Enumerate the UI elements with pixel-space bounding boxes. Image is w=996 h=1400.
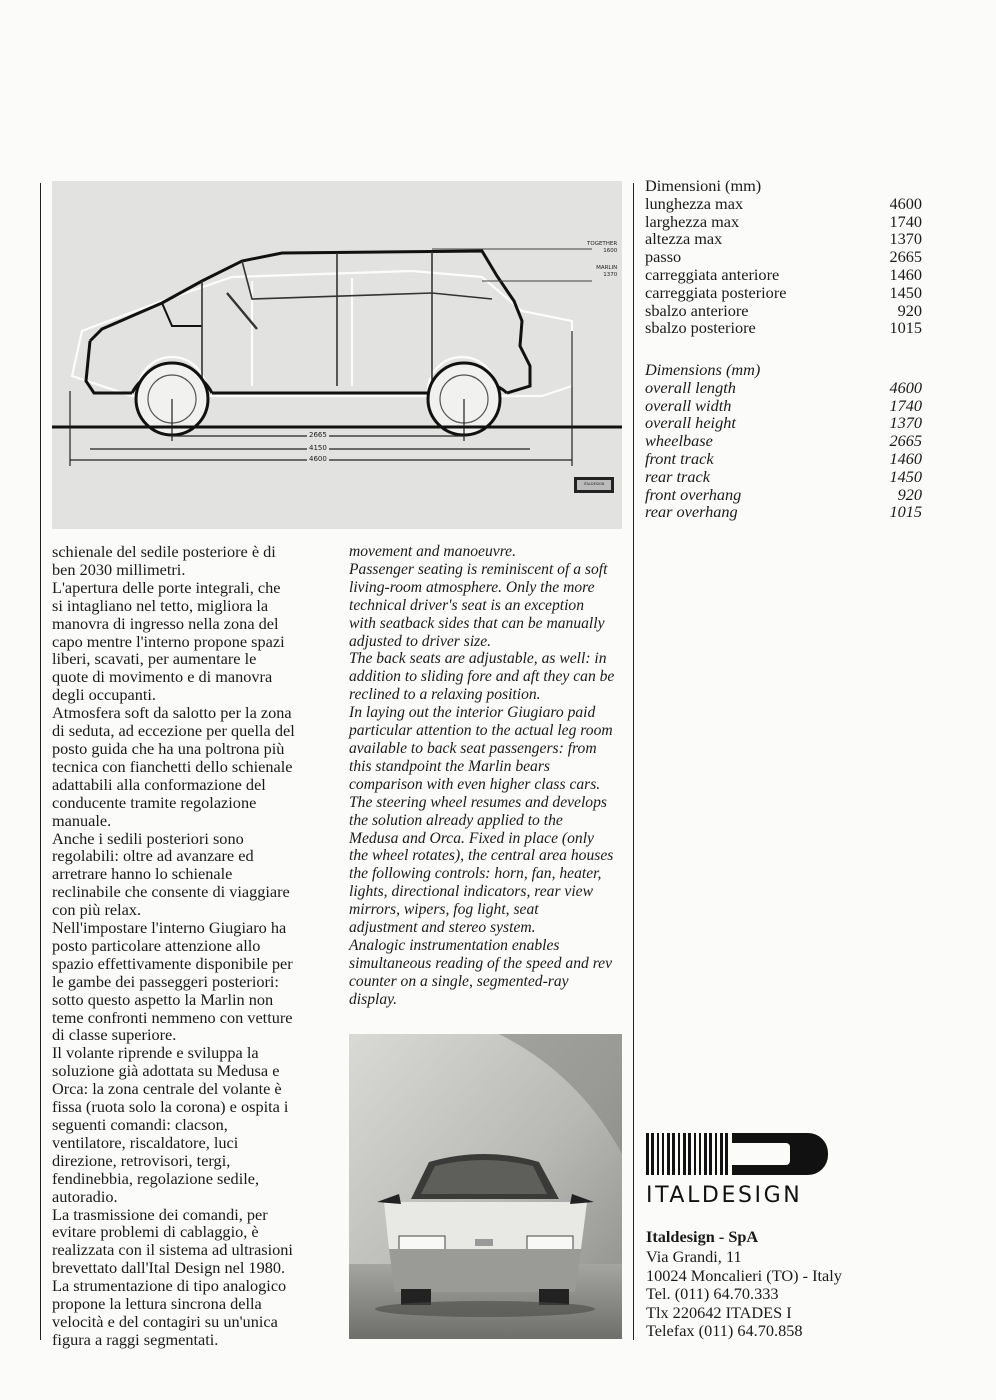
italian-text-line: con più relax. [52, 900, 142, 920]
address-line: 10024 Moncalieri (TO) - Italy [646, 1265, 842, 1285]
dimension-en-label: front track [645, 448, 714, 468]
company-name: Italdesign - SpA [646, 1227, 759, 1246]
english-text-line: this standpoint the Marlin bears [349, 757, 550, 775]
dimension-it-label: sbalzo posteriore [645, 318, 756, 338]
italian-text-line: realizzata con il sistema ad ultrasioni [52, 1240, 293, 1260]
dimension-it-row [645, 284, 922, 302]
italian-text-line: autoradio. [52, 1186, 118, 1206]
english-text-line: with seatback sides that can be manually [349, 614, 605, 632]
dimensions-english-rows [645, 379, 922, 521]
dimension-en-value: 1370 [889, 413, 922, 433]
italian-text-line: manovra di ingresso nella zona del [52, 613, 279, 633]
italian-text-line: di classe superiore. [52, 1025, 177, 1045]
dimension-it-label: passo [645, 247, 682, 267]
english-text-line: reclined to a relaxing position. [349, 686, 541, 704]
english-text-line: addition to sliding fore and aft they can be [349, 668, 615, 686]
together-label: TOGETHER [587, 241, 618, 247]
dimension-it-value: 2665 [889, 247, 922, 267]
dimension-en-row [645, 486, 922, 504]
dimension-en-label: overall width [645, 395, 732, 415]
english-text-line: movement and manoeuvre. [349, 543, 517, 560]
english-text-line: counter on a single, segmented-ray [349, 972, 569, 990]
italian-text-line: di seduta, ad eccezione per quella del [52, 721, 295, 741]
together-height-value: 1600 [603, 248, 618, 254]
english-text-line: particular attention to the actual leg room [349, 722, 613, 740]
dimension-en-row [645, 397, 922, 415]
address-line: Tel. (011) 64.70.333 [646, 1284, 779, 1304]
italian-text-line: propone la lettura sincrona della [52, 1294, 262, 1314]
dimension-en-value: 920 [897, 484, 922, 504]
english-text-line: Passenger seating is reminiscent of a soft [349, 560, 608, 578]
dimension-en-label: front overhang [645, 484, 742, 504]
italian-text-line: fissa (ruota solo la corona) e ospita i [52, 1097, 289, 1117]
address-line: Telefax (011) 64.70.858 [646, 1321, 803, 1341]
italian-text-line: arretrare hanno lo schienale [52, 864, 233, 884]
dimension-it-value: 1015 [889, 318, 922, 338]
english-text-line: Medusa and Orca. Fixed in place (only [349, 829, 594, 847]
italian-text-line: soluzione già adottata su Medusa e [52, 1061, 280, 1081]
dimension-length-label: 4600 [309, 455, 327, 463]
english-text-line: available to back seat passengers: from [349, 739, 597, 757]
italian-text-line: liberi, scavati, per aumentare le [52, 649, 257, 669]
italian-text-line: tecnica con fianchetti dello schienale [52, 756, 293, 776]
dimension-en-value: 4600 [889, 377, 922, 397]
italian-text-line: brevettato dall'Ital Design nel 1980. [52, 1258, 286, 1278]
dimension-it-row [645, 248, 922, 266]
italian-text-line: fendinebbia, regolazione sedile, [52, 1168, 260, 1188]
english-text-line: the solution already applied to the [349, 811, 563, 829]
english-text-line: simultaneous reading of the speed and rev [349, 954, 613, 972]
dimension-en-row [645, 379, 922, 397]
italdesign-logo [646, 1133, 836, 1208]
italian-text-line: posto guida che ha una poltrona più [52, 738, 285, 758]
dimension-en-row [645, 414, 922, 432]
dimensions-english-title: Dimensions (mm) [645, 360, 761, 379]
english-text-line: comparison with even higher class cars. [349, 775, 601, 793]
dimension-en-label: wheelbase [645, 431, 713, 451]
dimension-it-row [645, 266, 922, 284]
italian-text-line: Anche i sedili posteriori sono [52, 828, 244, 848]
dimension-en-value: 1740 [889, 395, 922, 415]
dimensions-italian-title: Dimensioni (mm) [645, 176, 762, 195]
italian-text-line: reclinabile che consente di viaggiare [52, 882, 290, 902]
italian-text-line: Atmosfera soft da salotto per la zona [52, 703, 292, 723]
dimension-en-value: 1015 [889, 502, 922, 522]
dimension-en-value: 2665 [889, 431, 922, 451]
dimension-en-row [645, 450, 922, 468]
english-text-line: mirrors, wipers, fog light, seat [349, 901, 539, 919]
italian-body-text [52, 543, 332, 1349]
italian-text-line: sotto questo aspetto la Marlin non [52, 989, 274, 1009]
logo-barcode-mark [646, 1133, 836, 1175]
dimension-en-value: 1460 [889, 448, 922, 468]
italian-text-line: direzione, retrovisori, tergi, [52, 1150, 231, 1170]
logo-wordmark: ITALDESIGN [646, 1183, 803, 1208]
italian-text-line: Il volante riprende e sviluppa la [52, 1043, 259, 1063]
dimension-it-label: carreggiata anteriore [645, 264, 780, 284]
logo-d-mark [732, 1133, 828, 1175]
english-text-line: In laying out the interior Giugiaro paid [349, 704, 596, 722]
dimension-it-label: carreggiata posteriore [645, 282, 787, 302]
dimension-it-value: 1460 [889, 264, 922, 284]
italian-text-line: ventilatore, riscaldatore, luci [52, 1132, 239, 1152]
english-text-line: adjustment and stereo system. [349, 919, 536, 937]
address-line: Tlx 220642 ITADES I [646, 1302, 792, 1322]
dimension-it-label: lunghezza max [645, 193, 744, 213]
dimensions-italian-rows [645, 195, 922, 337]
dimension-it-row [645, 195, 922, 213]
italian-text-line: capo mentre l'interno propone spazi [52, 631, 285, 651]
dimension-it-label: larghezza max [645, 211, 740, 231]
dimension-en-row [645, 503, 922, 521]
italian-text-line: regolabili: oltre ad avanzare ed [52, 846, 254, 866]
italian-text-line: le gambe dei passeggeri posteriori: [52, 971, 279, 991]
dimension-en-label: overall length [645, 377, 736, 397]
dimension-en-row [645, 432, 922, 450]
dimension-en-value: 1450 [889, 466, 922, 486]
italian-text-line: degli occupanti. [52, 685, 156, 705]
company-address [646, 1228, 842, 1340]
english-text-line: the following controls: horn, fan, heater, [349, 865, 602, 883]
italian-text-line: adattabili alla conformazione del [52, 774, 266, 794]
italian-text-line: teme confronti nemmeno con vetture [52, 1007, 293, 1027]
dimension-it-value: 1370 [889, 229, 922, 249]
english-text-line: The steering wheel resumes and develops [349, 793, 607, 811]
dimension-it-row [645, 230, 922, 248]
italian-text-line: si intagliano nel tetto, migliora la [52, 595, 269, 615]
italian-text-line: spazio effettivamente disponibile per [52, 953, 293, 973]
left-column-rule [40, 183, 41, 1340]
dimensions-english-table [645, 361, 922, 521]
dimension-it-label: altezza max [645, 229, 723, 249]
italian-text-line: L'apertura delle porte integrali, che [52, 577, 281, 597]
dimension-en-label: rear overhang [645, 502, 738, 522]
italian-text-line: posto particolare attenzione allo [52, 935, 261, 955]
address-lines [646, 1248, 842, 1340]
italian-text-line: ben 2030 millimetri. [52, 559, 186, 579]
marlin-height-value: 1370 [603, 272, 618, 278]
dimension-it-value: 1450 [889, 282, 922, 302]
dimension-it-value: 920 [897, 300, 922, 320]
italian-text-line: Nell'impostare l'interno Giugiaro ha [52, 918, 287, 938]
italian-text-line: manuale. [52, 810, 112, 830]
dimension-it-row [645, 302, 922, 320]
english-text-line: the wheel rotates), the central area houses [349, 847, 614, 865]
dimension-en-row [645, 468, 922, 486]
dimensions-italian-table [645, 177, 922, 337]
italdesign-stamp-text: ITALDESIGN [583, 482, 605, 486]
italian-text-line: Orca: la zona centrale del volante è [52, 1079, 282, 1099]
dimension-en-label: overall height [645, 413, 736, 433]
english-text-line: Analogic instrumentation enables [349, 936, 560, 954]
italian-text-line: evitare problemi di cablaggio, è [52, 1222, 259, 1242]
italian-text-line: La strumentazione di tipo analogico [52, 1276, 287, 1296]
italian-text-line: figura a raggi segmentati. [52, 1329, 219, 1349]
dimension-it-value: 1740 [889, 211, 922, 231]
italian-text-line: conducente tramite regolazione [52, 792, 257, 812]
right-column-rule [633, 183, 634, 1340]
dimension-en-label: rear track [645, 466, 710, 486]
english-body-text [349, 543, 631, 1009]
english-text-line: adjusted to driver size. [349, 632, 492, 650]
english-text-line: display. [349, 990, 398, 1008]
marlin-label: MARLIN [596, 265, 618, 271]
english-text-line: technical driver's seat is an exception [349, 596, 585, 614]
side-view-dimension-drawing [52, 181, 622, 529]
dimension-it-value: 4600 [889, 193, 922, 213]
english-text-line: living-room atmosphere. Only the more [349, 578, 595, 596]
dimension-it-row [645, 319, 922, 337]
english-text-line: The back seats are adjustable, as well: in [349, 650, 607, 668]
car-front-photo [349, 1034, 622, 1339]
dimension-middle-label: 4150 [309, 444, 327, 452]
italian-text-line: La trasmissione dei comandi, per [52, 1204, 268, 1224]
dimension-it-label: sbalzo anteriore [645, 300, 749, 320]
dimension-wheelbase-label: 2665 [309, 431, 327, 439]
italian-text-line: schienale del sedile posteriore è di [52, 542, 276, 561]
italian-text-line: velocità e del contagiri su un'unica [52, 1311, 278, 1331]
italian-text-line: quote di movimento e di manovra [52, 667, 273, 687]
english-text-line: lights, directional indicators, rear view [349, 883, 593, 901]
italian-text-line: seguenti comandi: clacson, [52, 1115, 228, 1134]
dimension-it-row [645, 213, 922, 231]
address-line: Via Grandi, 11 [646, 1247, 742, 1267]
